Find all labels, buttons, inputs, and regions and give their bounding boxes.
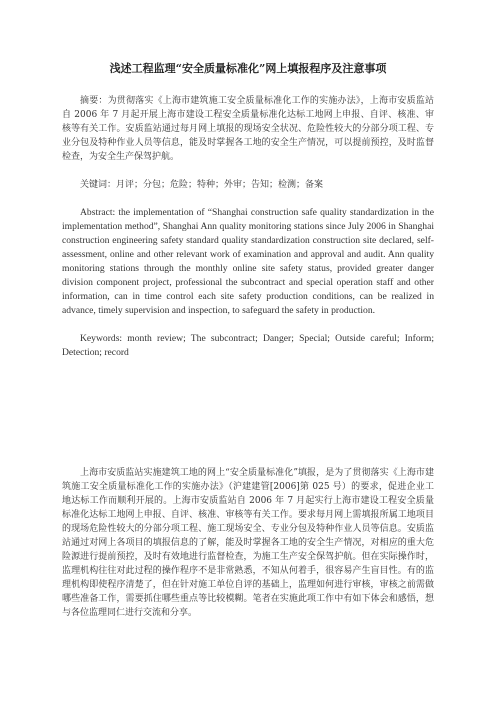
chinese-abstract: 摘要：为贯彻落实《上海市建筑施工安全质量标准化工作的实施办法》，上海市安质监站自 2006 年 7 月起开展上海市建设工程安全质量标准化达标工地网上申报、自评、核准、审核等有关工作。安质监站通过每月网上填报的现场安全状况、危险性较大的分部分项工程、专业分包及特种作业人员等信息，能及时掌握各工地的安全生产情况，可以提前预控，及时监督检查，为安全生产保驾护航。	[62, 96, 434, 162]
english-keywords: Keywords: month review; The subcontract; Danger; Special; Outside careful; Inform; Detection; record	[62, 333, 434, 358]
body-paragraph: 上海市安质监站实施建筑工地的网上“安全质量标准化”填报，是为了贯彻落实《上海市建筑施工安全质量标准化工作的实施办法》（沪建建管[2006]第 025 号）的要求，促进企业工地达标工作而顺利开展的。上海市安质监站自 2006 年 7 月起实行上海市建设工程安全质量标准化达标工地网上申报、自评、核准、审核等有关工作。要求每月网上需填报所属工地项目的现场危险性较大的分部分项工程、施工现场安全、专业分包及特种作业人员等信息。安质监站通过对网上各项目的填报信息的了解，能及时掌握各工地的安全生产情况，对相应的重大危险源进行提前预控，及时有效地进行监督检查，为施工生产安全保驾护航。但在实际操作时，监理机构往往对此过程的操作程序不是非常熟悉，不知从何着手，很容易产生盲目性。有的监理机构即使程序清楚了，但在针对施工单位自评的基础上，监理如何进行审核，审核之前需做哪些准备工作，需要抓住哪些重点等比较模糊。笔者在实施此项工作中有如下体会和感悟，想与各位监理同仁进行交流和分享。	[62, 468, 434, 618]
paper-title: 浅述工程监理“安全质量标准化”网上填报程序及注意事项	[109, 62, 387, 75]
english-abstract: Abstract: the implementation of “Shanghai construction safe quality standardization in the implementation method”, Shanghai Ann quality monitoring stations since July 2006 in Shanghai construction engineering safety standard quality standardization construction site declared, self-assessment, online and other relevant work of examination and approval and audit. Ann quality monitoring stations through the monthly online site safety status, provided greater danger division component project, professional the subcontract and special operation staff and other information, can in time control each site safety production conditions, can be realized in advance, timely supervision and inspection, to safeguard the safety in production.	[62, 207, 434, 316]
chinese-keywords: 关键词：月评；分包；危险；特种；外审；告知；检测；备案	[80, 180, 324, 190]
